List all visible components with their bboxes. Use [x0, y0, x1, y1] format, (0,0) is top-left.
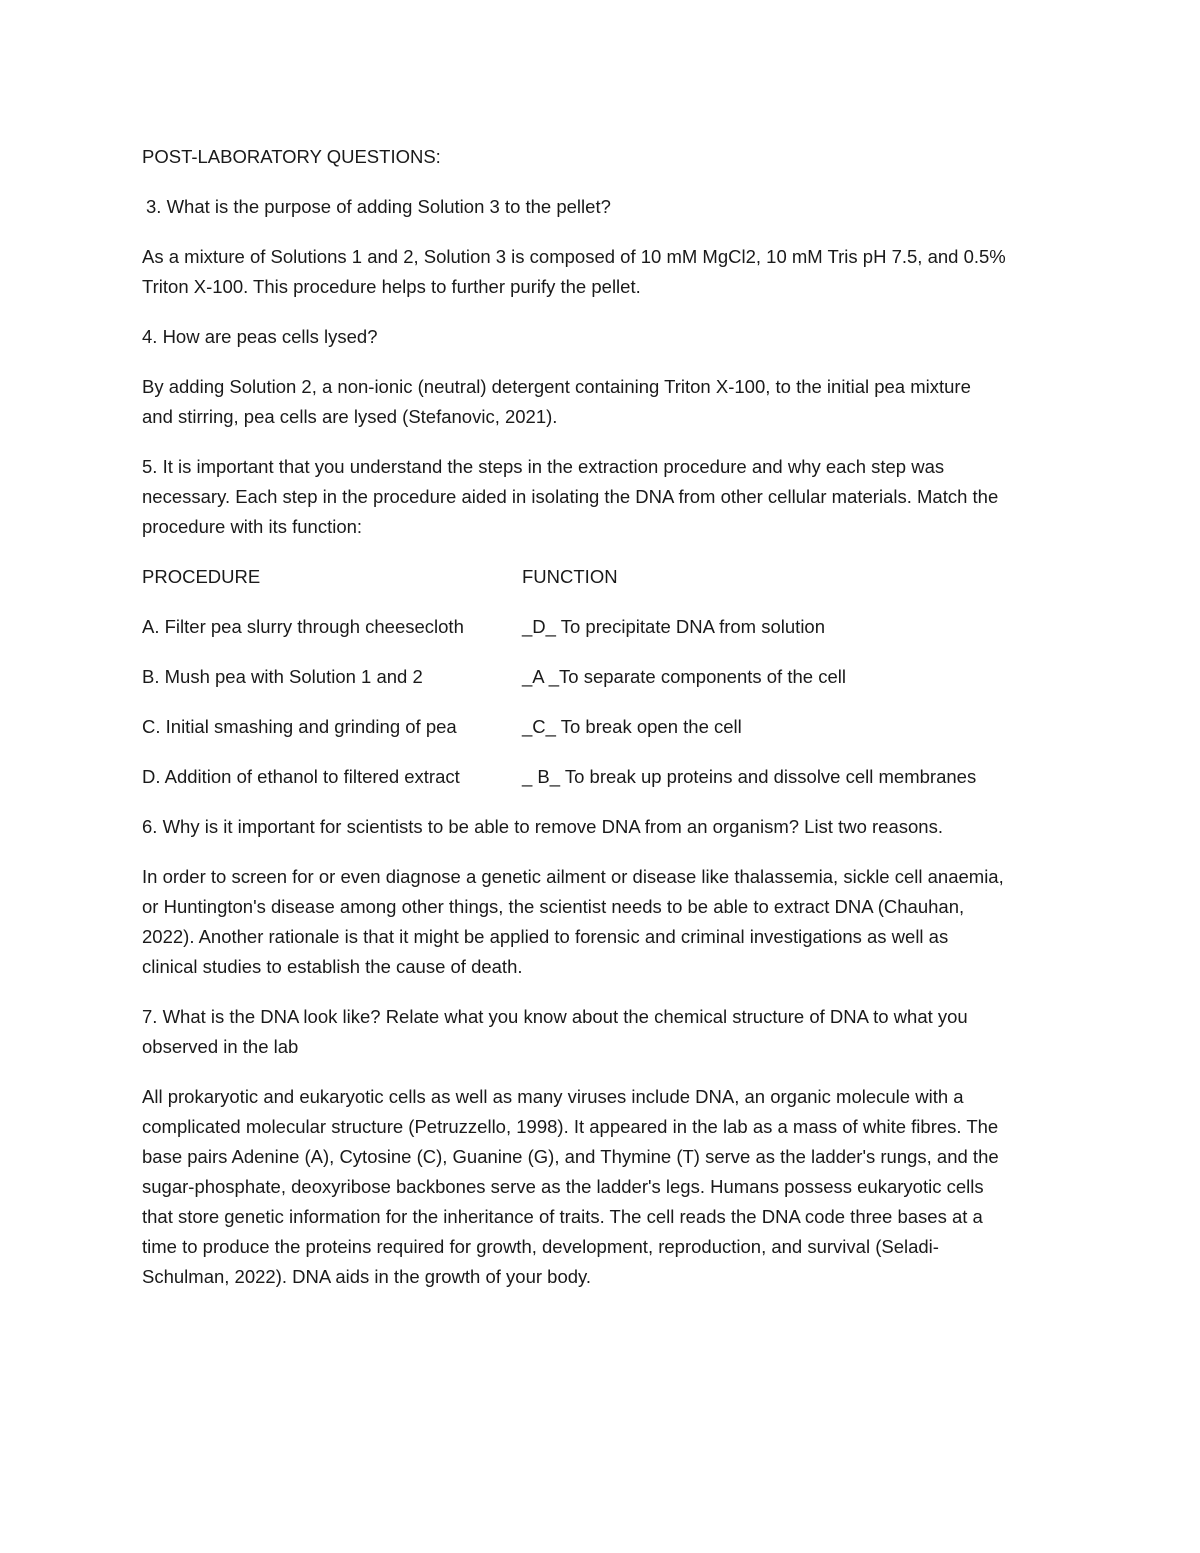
page-heading: POST-LABORATORY QUESTIONS: — [142, 146, 441, 167]
answer-7-line: sugar-phosphate, deoxyribose backbones serve as the ladder's legs. Humans possess eukaryotic cells — [142, 1176, 984, 1197]
table-row — [142, 612, 1072, 642]
function-column-header: FUNCTION — [522, 566, 618, 587]
question-4: 4. How are peas cells lysed? — [142, 326, 378, 347]
procedure-cell: C. Initial smashing and grinding of pea — [142, 716, 457, 737]
function-cell: _C_ To break open the cell — [522, 716, 742, 737]
table-header-row — [142, 562, 1072, 592]
answer-7-line: Schulman, 2022). DNA aids in the growth of your body. — [142, 1266, 592, 1287]
question-5-line: necessary. Each step in the procedure aided in isolating the DNA from other cellular materials. Match the — [142, 486, 999, 507]
question-5-line: 5. It is important that you understand the steps in the extraction procedure and why each step was — [142, 456, 945, 477]
answer-4 — [142, 372, 1072, 432]
answer-3-line: Triton X-100. This procedure helps to further purify the pellet. — [142, 276, 641, 297]
function-cell: _D_ To precipitate DNA from solution — [522, 616, 826, 637]
document-body — [142, 142, 1072, 1292]
answer-7-line: time to produce the proteins required for growth, development, reproduction, and survival (Seladi- — [142, 1236, 939, 1257]
answer-6-line: or Huntington's disease among other things, the scientist needs to be able to extract DNA (Chauhan, — [142, 896, 965, 917]
answer-7-line: All prokaryotic and eukaryotic cells as well as many viruses include DNA, an organic molecule with a — [142, 1086, 964, 1107]
procedure-cell: D. Addition of ethanol to filtered extract — [142, 766, 460, 787]
table-row — [142, 712, 1072, 742]
table-row — [142, 662, 1072, 692]
procedure-cell: B. Mush pea with Solution 1 and 2 — [142, 666, 423, 687]
procedure-cell: A. Filter pea slurry through cheesecloth — [142, 616, 464, 637]
answer-7 — [142, 1082, 1072, 1292]
answer-6-line: clinical studies to establish the cause of death. — [142, 956, 523, 977]
answer-6 — [142, 862, 1072, 982]
procedure-column-header: PROCEDURE — [142, 566, 261, 587]
table-row — [142, 762, 1072, 792]
procedure-function-table — [142, 562, 1072, 792]
question-7 — [142, 1002, 1072, 1062]
question-5-line: procedure with its function: — [142, 516, 363, 537]
answer-7-line: base pairs Adenine (A), Cytosine (C), Guanine (G), and Thymine (T) serve as the ladder's rungs, and the — [142, 1146, 999, 1167]
answer-7-line: that store genetic information for the inheritance of traits. The cell reads the DNA code three bases at a — [142, 1206, 983, 1227]
question-6: 6. Why is it important for scientists to be able to remove DNA from an organism? List two reasons. — [142, 816, 943, 837]
function-cell: _ B_ To break up proteins and dissolve cell membranes — [522, 766, 977, 787]
answer-6-line: In order to screen for or even diagnose a genetic ailment or disease like thalassemia, sickle cell anaemia, — [142, 866, 1004, 887]
answer-7-line: complicated molecular structure (Petruzzello, 1998). It appeared in the lab as a mass of white fibres. The — [142, 1116, 999, 1137]
answer-6-line: 2022). Another rationale is that it might be applied to forensic and criminal investigations as well as — [142, 926, 949, 947]
answer-3 — [142, 242, 1072, 302]
answer-3-line: As a mixture of Solutions 1 and 2, Solution 3 is composed of 10 mM MgCl2, 10 mM Tris pH 7.5, and 0.5% — [142, 246, 1006, 267]
answer-4-line: By adding Solution 2, a non-ionic (neutral) detergent containing Triton X-100, to the initial pea mixture — [142, 376, 971, 397]
question-5 — [142, 452, 1072, 542]
function-cell: _A _To separate components of the cell — [522, 666, 846, 687]
answer-4-line: and stirring, pea cells are lysed (Stefanovic, 2021). — [142, 406, 558, 427]
question-7-line: observed in the lab — [142, 1036, 299, 1057]
question-3: 3. What is the purpose of adding Solution 3 to the pellet? — [146, 196, 611, 217]
question-7-line: 7. What is the DNA look like? Relate what you know about the chemical structure of DNA to what you — [142, 1006, 968, 1027]
